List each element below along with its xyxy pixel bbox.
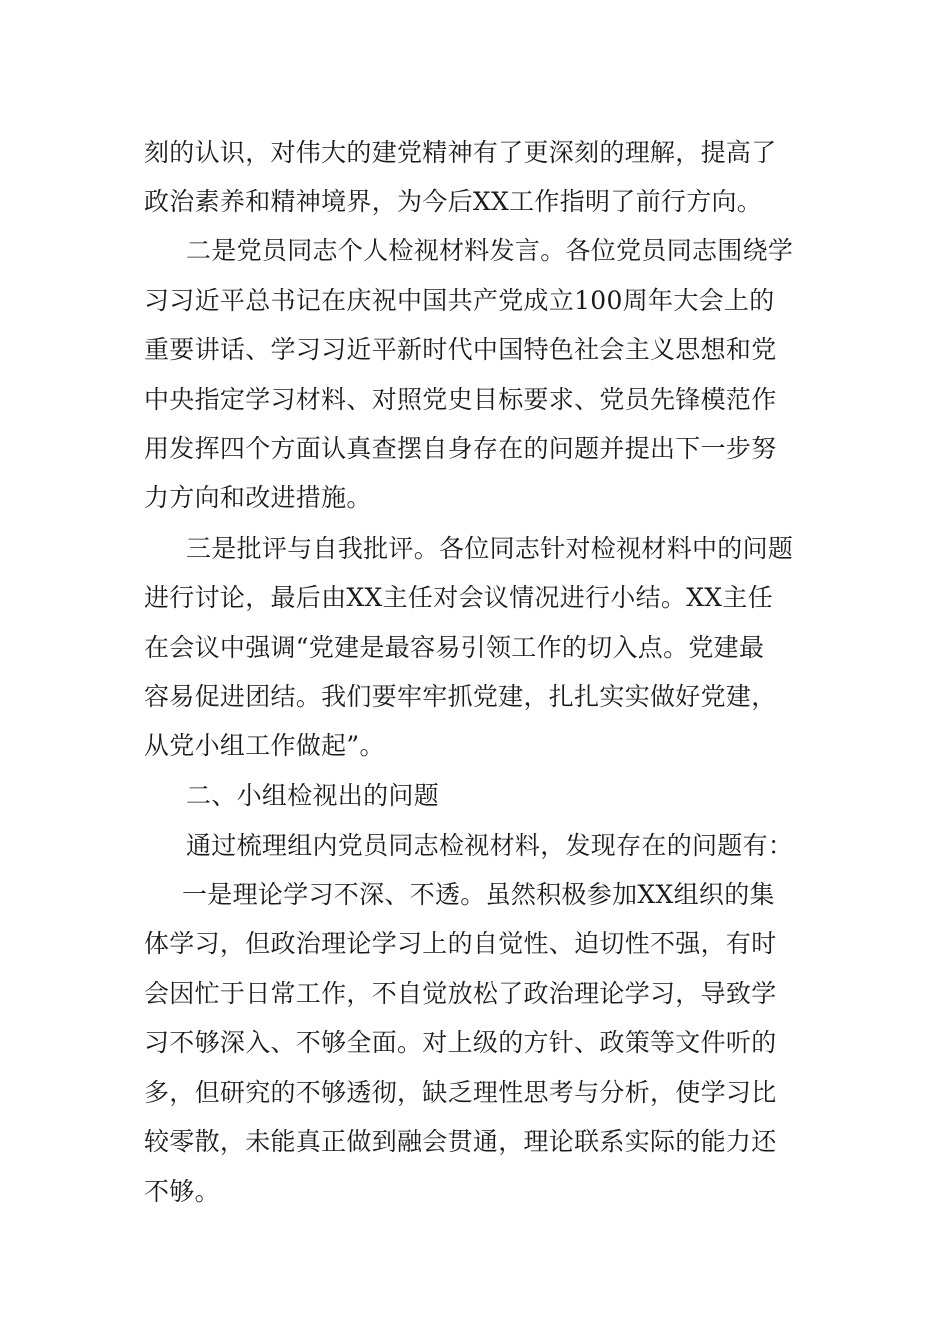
text-line: 力方向和改进措施。 (144, 483, 372, 512)
paragraph-start: 二是党员同志个人检视材料发言。各位党员同志围绕学 (186, 236, 794, 265)
text-line: 习不够深入、不够全面。对上级的方针、政策等文件听的 (144, 1028, 777, 1057)
paragraph-start: 一是理论学习不深、不透。虽然积极参加XX组织的集 (182, 880, 775, 909)
text-line: 刻的认识，对伟大的建党精神有了更深刻的理解，提高了 (144, 138, 777, 167)
paragraph-start: 三是批评与自我批评。各位同志针对检视材料中的问题 (186, 534, 794, 563)
text-line: 不够。 (144, 1177, 220, 1206)
text-line: 容易促进团结。我们要牢牢抓党建，扎扎实实做好党建， (144, 682, 777, 711)
text-line: 重要讲话、学习习近平新时代中国特色社会主义思想和党 (144, 335, 777, 364)
text-line: 进行讨论，最后由XX主任对会议情况进行小结。XX主任 (144, 583, 773, 612)
text-line: 在会议中强调“党建是最容易引领工作的切入点。党建最 (144, 633, 765, 662)
text-line: 政治素养和精神境界，为今后XX工作指明了前行方向。 (144, 187, 763, 216)
text-line: 用发挥四个方面认真查摆自身存在的问题并提出下一步努 (144, 434, 777, 463)
text-line: 从党小组工作做起”。 (144, 731, 385, 760)
text-line: 中央指定学习材料、对照党史目标要求、党员先锋模范作 (144, 385, 777, 414)
text-line: 会因忙于日常工作，不自觉放松了政治理论学习，导致学 (144, 979, 777, 1008)
section-heading: 二、小组检视出的问题 (186, 781, 440, 810)
paragraph-start: 通过梳理组内党员同志检视材料，发现存在的问题有： (186, 831, 794, 860)
text-line: 较零散，未能真正做到融会贯通，理论联系实际的能力还 (144, 1127, 777, 1156)
text-line: 体学习，但政治理论学习上的自觉性、迫切性不强，有时 (144, 929, 777, 958)
text-line: 多，但研究的不够透彻，缺乏理性思考与分析，使学习比 (144, 1078, 777, 1107)
text-line: 习习近平总书记在庆祝中国共产党成立100周年大会上的 (144, 286, 775, 315)
